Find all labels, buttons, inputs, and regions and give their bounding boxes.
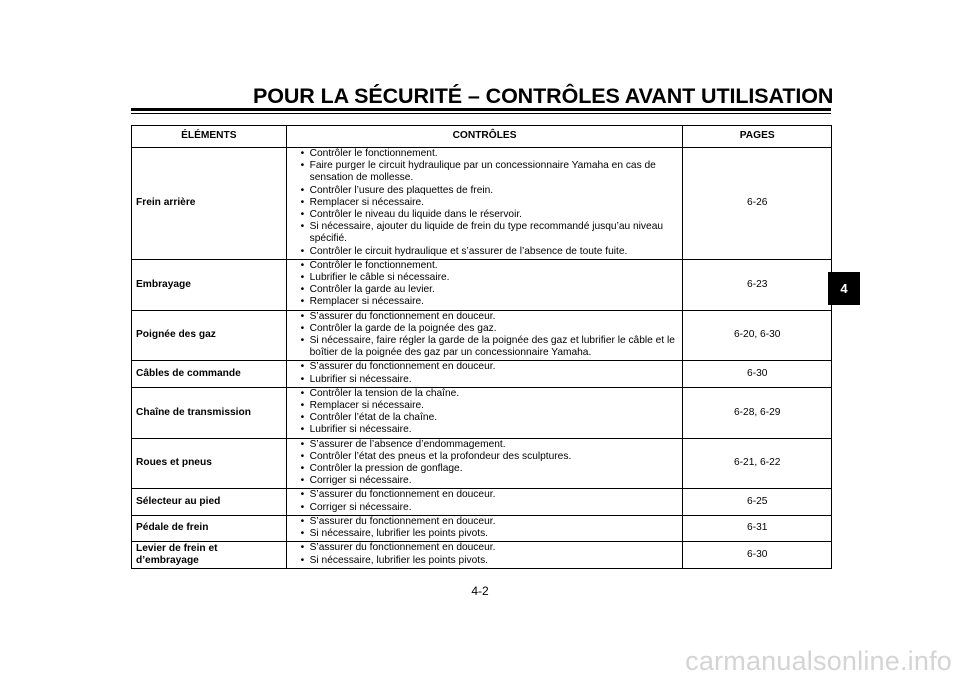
pages-cell: 6-23	[683, 259, 832, 310]
column-header-checks: CONTRÔLES	[286, 126, 683, 148]
page-title: POUR LA SÉCURITÉ – CONTRÔLES AVANT UTILISATION	[253, 84, 834, 108]
table-row	[132, 310, 832, 361]
check-item: • Contrôler la tension de la chaîne.	[301, 388, 679, 400]
checks-cell	[286, 489, 683, 515]
check-item: • Contrôler la pression de gonflage.	[301, 463, 679, 475]
checks-list	[301, 388, 679, 437]
check-item: • S’assurer du fonctionnement en douceur.	[301, 361, 679, 373]
check-item: • Lubrifier si nécessaire.	[301, 424, 679, 436]
check-item: • Lubrifier si nécessaire.	[301, 374, 679, 386]
pages-cell: 6-30	[683, 542, 832, 568]
header-rule-thick	[131, 108, 831, 111]
checks-cell	[286, 361, 683, 387]
column-header-pages: PAGES	[683, 126, 832, 148]
pages-cell: 6-26	[683, 148, 832, 260]
page-number: 4-2	[471, 584, 489, 598]
table-row	[132, 489, 832, 515]
check-item: • Contrôler le fonctionnement.	[301, 148, 679, 160]
table-row	[132, 148, 832, 260]
checks-list	[301, 516, 679, 540]
check-item: • Lubrifier le câble si nécessaire.	[301, 272, 679, 284]
checks-cell	[286, 515, 683, 541]
item-cell: Sélecteur au pied	[132, 489, 287, 515]
check-item: • Contrôler l’état des pneus et la profondeur des sculptures.	[301, 451, 679, 463]
header-rule-thin	[131, 113, 831, 114]
check-item: • Contrôler le fonctionnement.	[301, 260, 679, 272]
check-item: • Corriger si nécessaire.	[301, 502, 679, 514]
chapter-tab[interactable]: 4	[828, 272, 860, 305]
check-item: • Contrôler la garde au levier.	[301, 284, 679, 296]
checks-list	[301, 542, 679, 566]
check-item: • Contrôler l’état de la chaîne.	[301, 412, 679, 424]
column-header-items: ÉLÉMENTS	[132, 126, 287, 148]
checks-cell	[286, 387, 683, 438]
item-cell: Frein arrière	[132, 148, 287, 260]
table-header-row	[132, 126, 832, 148]
pages-cell: 6-25	[683, 489, 832, 515]
checks-cell	[286, 148, 683, 260]
table-row	[132, 361, 832, 387]
check-item: • Si nécessaire, ajouter du liquide de frein du type recommandé jusqu’au niveau spécifié.	[301, 221, 679, 245]
check-item: • Si nécessaire, faire régler la garde de la poignée des gaz et lubrifier le câble et le boîtier de la poignée des gaz par un concessionnaire Yamaha.	[301, 335, 679, 359]
check-item: • Corriger si nécessaire.	[301, 475, 679, 487]
item-cell: Roues et pneus	[132, 438, 287, 489]
check-item: • Contrôler le circuit hydraulique et s’assurer de l’absence de toute fuite.	[301, 246, 679, 258]
item-cell: Chaîne de transmission	[132, 387, 287, 438]
checks-list	[301, 148, 679, 258]
pages-cell: 6-30	[683, 361, 832, 387]
watermark: carmanualsonline.info	[685, 646, 952, 676]
pages-cell: 6-21, 6-22	[683, 438, 832, 489]
checks-cell	[286, 259, 683, 310]
item-cell: Poignée des gaz	[132, 310, 287, 361]
check-item: • Remplacer si nécessaire.	[301, 400, 679, 412]
check-item: • S’assurer du fonctionnement en douceur.	[301, 516, 679, 528]
checks-list	[301, 311, 679, 360]
check-item: • Faire purger le circuit hydraulique par un concessionnaire Yamaha en cas de sensation de mollesse.	[301, 160, 679, 184]
table-row	[132, 438, 832, 489]
check-item: • Contrôler la garde de la poignée des gaz.	[301, 323, 679, 335]
checks-list	[301, 489, 679, 513]
checks-cell	[286, 438, 683, 489]
table-body	[132, 148, 832, 569]
item-cell: Embrayage	[132, 259, 287, 310]
check-item: • S’assurer de l’absence d’endommagement.	[301, 439, 679, 451]
check-item: • Remplacer si nécessaire.	[301, 197, 679, 209]
checks-cell	[286, 542, 683, 568]
item-cell: Pédale de frein	[132, 515, 287, 541]
table-row	[132, 542, 832, 568]
check-item: • S’assurer du fonctionnement en douceur.	[301, 311, 679, 323]
table-row	[132, 387, 832, 438]
checks-list	[301, 260, 679, 309]
checks-list	[301, 439, 679, 488]
check-item: • Contrôler le niveau du liquide dans le réservoir.	[301, 209, 679, 221]
table-row	[132, 515, 832, 541]
item-cell: Câbles de commande	[132, 361, 287, 387]
check-item: • Contrôler l’usure des plaquettes de frein.	[301, 185, 679, 197]
checks-list	[301, 361, 679, 385]
check-item: • Remplacer si nécessaire.	[301, 296, 679, 308]
check-item: • Si nécessaire, lubrifier les points pivots.	[301, 555, 679, 567]
checks-cell	[286, 310, 683, 361]
checks-table	[131, 125, 832, 569]
check-item: • Si nécessaire, lubrifier les points pivots.	[301, 528, 679, 540]
pages-cell: 6-20, 6-30	[683, 310, 832, 361]
table-row	[132, 259, 832, 310]
pages-cell: 6-31	[683, 515, 832, 541]
pages-cell: 6-28, 6-29	[683, 387, 832, 438]
check-item: • S’assurer du fonctionnement en douceur.	[301, 489, 679, 501]
item-cell: Levier de frein et d’embrayage	[132, 542, 287, 568]
check-item: • S’assurer du fonctionnement en douceur.	[301, 542, 679, 554]
